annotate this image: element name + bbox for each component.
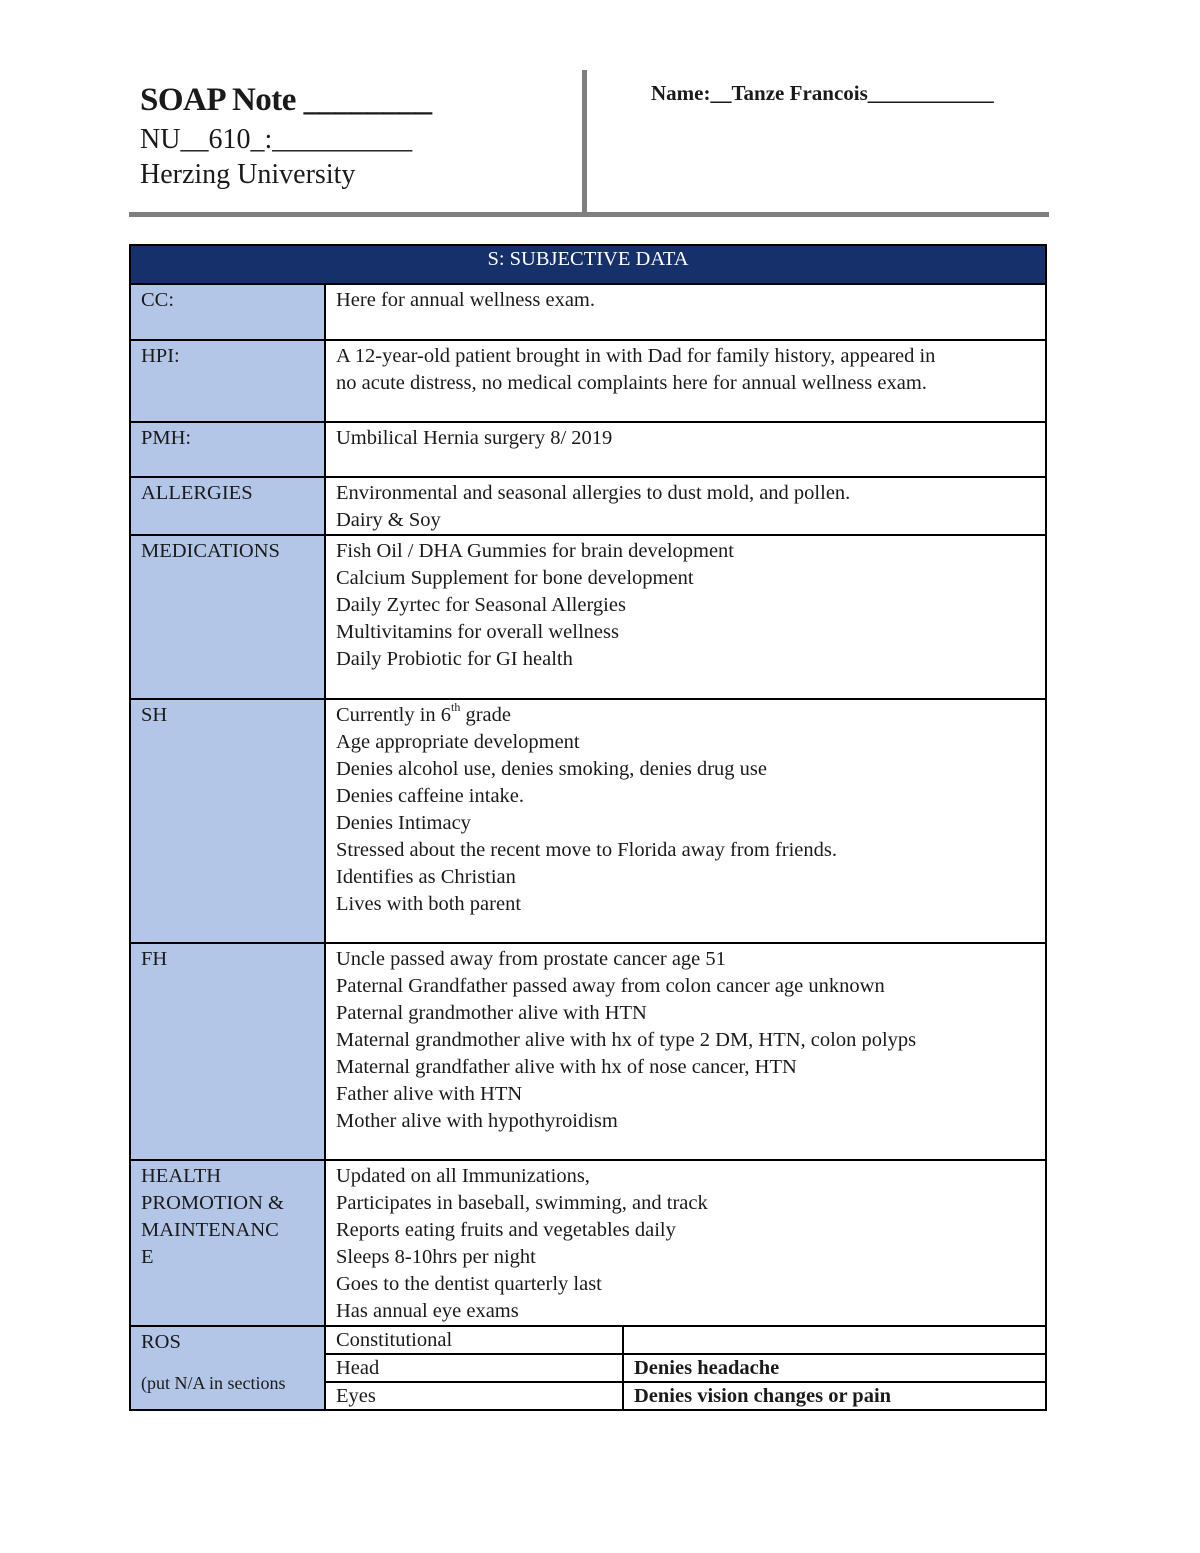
row-label-health-promotion: HEALTH PROMOTION & MAINTENANC E [130, 1160, 325, 1326]
row-value-pmh: Umbilical Hernia surgery 8/ 2019 [325, 422, 1046, 477]
row-label-sh: SH [130, 699, 325, 943]
ros-system: Eyes [326, 1382, 623, 1409]
row-label-cc: CC: [130, 284, 325, 340]
ros-finding: Denies vision changes or pain [634, 1385, 892, 1407]
header-left [140, 80, 570, 192]
table-row [130, 1160, 1046, 1326]
table-row [130, 422, 1046, 477]
table-row [130, 699, 1046, 943]
table-row [130, 535, 1046, 699]
table-row [130, 340, 1046, 422]
ros-table [326, 1327, 1045, 1409]
ros-system: Constitutional [326, 1327, 623, 1354]
ros-row [326, 1327, 1045, 1354]
subjective-table [129, 244, 1047, 1411]
row-value-allergies: Environmental and seasonal allergies to dust mold, and pollen. Dairy & Soy [325, 477, 1046, 535]
university-name: Herzing University [140, 159, 356, 190]
row-label-ros: ROS (put N/A in sections [130, 1326, 325, 1410]
row-value-cc: Here for annual wellness exam. [325, 284, 1046, 340]
row-value-fh: Uncle passed away from prostate cancer age 51 Paternal Grandfather passed away from colon cancer age unknown Paternal grandmother alive with HTN Maternal grandmother alive with hx of type 2 DM, HTN, colon polyps Maternal grandfather alive with hx of nose cancer, HTN Father alive with HTN Mother alive with hypothyroidism [325, 943, 1046, 1160]
ros-finding [623, 1327, 1045, 1354]
ros-system: Head [326, 1354, 623, 1382]
row-value-health-promotion: Updated on all Immunizations, Participates in baseball, swimming, and track Reports eating fruits and vegetables daily Sleeps 8-10hrs per night Goes to the dentist quarterly last Has annual eye exams [325, 1160, 1046, 1326]
student-name: Name:__Tanze Francois____________ [651, 81, 994, 105]
table-row [130, 1326, 1046, 1410]
row-value-hpi: A 12-year-old patient brought in with Dad for family history, appeared in no acute distress, no medical complaints here for annual wellness exam. [325, 340, 1046, 422]
row-value-sh: Currently in 6th grade Age appropriate development Denies alcohol use, denies smoking, denies drug use Denies caffeine intake. Denies Intimacy Stressed about the recent move to Florida away from friends. Identifies as Christian Lives with both parent [325, 699, 1046, 943]
row-label-hpi: HPI: [130, 340, 325, 422]
row-value-medications: Fish Oil / DHA Gummies for brain development Calcium Supplement for bone development Daily Zyrtec for Seasonal Allergies Multivitamins for overall wellness Daily Probiotic for GI health [325, 535, 1046, 699]
table-row [130, 477, 1046, 535]
document-title: SOAP Note ________ [140, 82, 432, 118]
ros-subtable-cell [325, 1326, 1046, 1410]
header-divider-horizontal [129, 212, 1049, 217]
header-divider-vertical [582, 70, 587, 214]
ros-finding: Denies headache [623, 1354, 1045, 1382]
ros-row [326, 1354, 1045, 1382]
table-row [130, 284, 1046, 340]
row-label-fh: FH [130, 943, 325, 1160]
row-label-pmh: PMH: [130, 422, 325, 477]
row-label-allergies: ALLERGIES [130, 477, 325, 535]
table-row [130, 943, 1046, 1160]
section-banner: S: SUBJECTIVE DATA [130, 245, 1046, 284]
course-line: NU__610_:__________ [140, 124, 413, 155]
ros-note: (put N/A in sections [141, 1373, 286, 1393]
ros-row [326, 1382, 1045, 1409]
row-label-medications: MEDICATIONS [130, 535, 325, 699]
